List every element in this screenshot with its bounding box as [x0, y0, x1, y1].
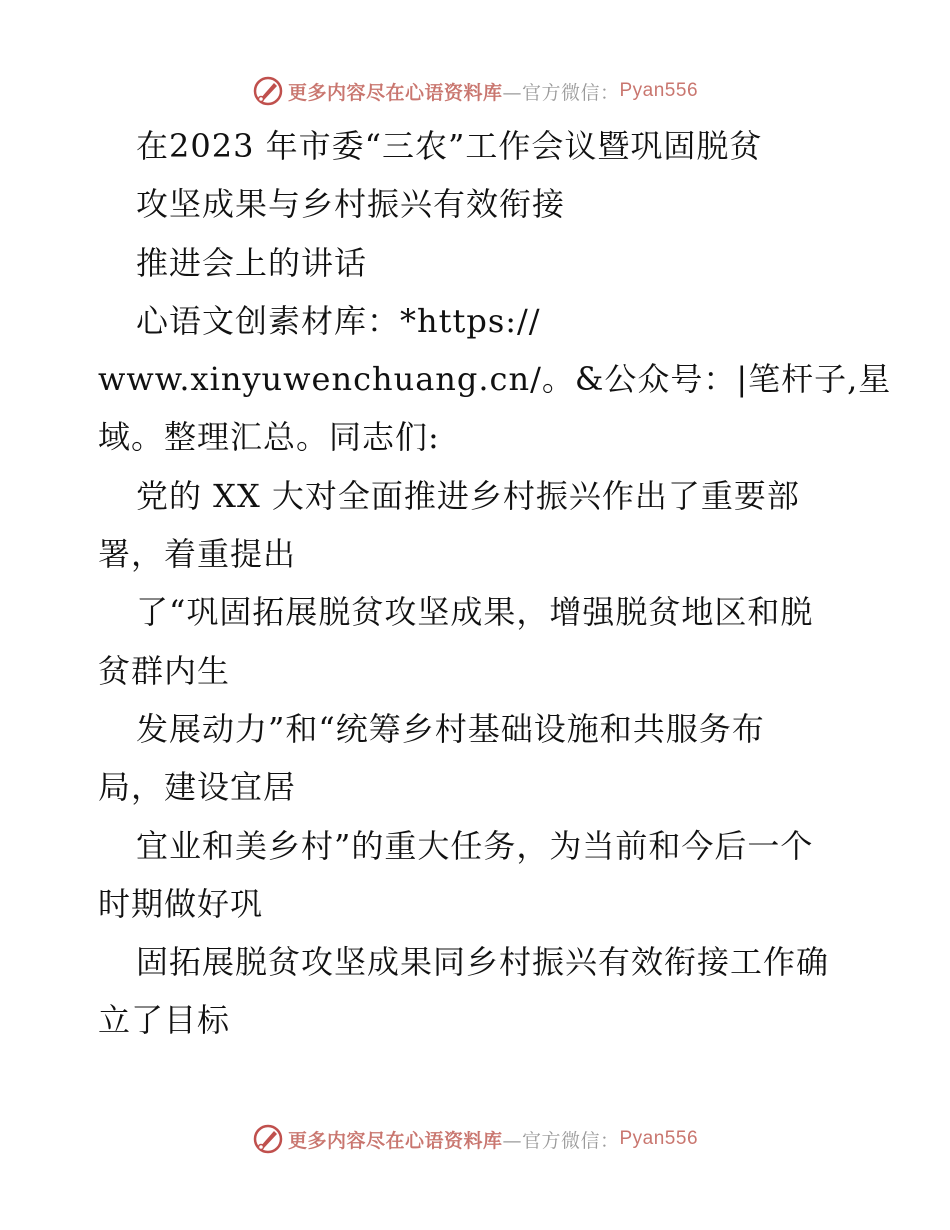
text-line: 署，着重提出 [98, 535, 297, 574]
logo-icon [252, 1123, 284, 1155]
text-line: 在2023 年市委“三农”工作会议暨巩固脱贫 [136, 127, 763, 165]
text-line: 发展动力”和“统筹乡村基础设施和共服务布 [136, 709, 765, 748]
text-line: 党的 XX 大对全面推进乡村振兴作出了重要部 [136, 476, 800, 515]
banner-wechat-id: Pyan556 [619, 1128, 699, 1149]
banner-site-text: 更多内容尽在心语资料库 [287, 81, 503, 104]
text-line: 贫群内生 [98, 651, 231, 690]
banner-site-text: 更多内容尽在心语资料库 [287, 1129, 503, 1152]
footer-banner [0, 1119, 950, 1159]
text-line: 固拓展脱贫攻坚成果同乡村振兴有效衔接工作确 [136, 943, 830, 982]
text-line: 推进会上的讲话 [136, 243, 368, 282]
text-line: 心语文创素材库：*https:// [136, 301, 541, 340]
text-line: 局，建设宜居 [98, 768, 297, 807]
text-line: 了“巩固拓展脱贫攻坚成果，增强脱贫地区和脱 [136, 593, 814, 632]
text-line: 时期做好巩 [98, 884, 264, 923]
banner-wechat-label: —官方微信： [502, 81, 620, 104]
header-banner [0, 71, 950, 111]
text-line: www.xinyuwenchuang.cn/。&公众号：|笔杆子,星 [98, 360, 892, 399]
text-line: 立了目标 [98, 1001, 231, 1040]
banner-wechat-label: —官方微信： [502, 1129, 620, 1152]
text-line: 攻坚成果与乡村振兴有效衔接 [136, 185, 566, 224]
text-line: 域。整理汇总。同志们: [98, 418, 440, 457]
text-line: 宜业和美乡村”的重大任务，为当前和今后一个 [136, 826, 814, 865]
document-body [98, 117, 892, 1050]
logo-icon [252, 75, 284, 107]
banner-wechat-id: Pyan556 [619, 80, 699, 101]
